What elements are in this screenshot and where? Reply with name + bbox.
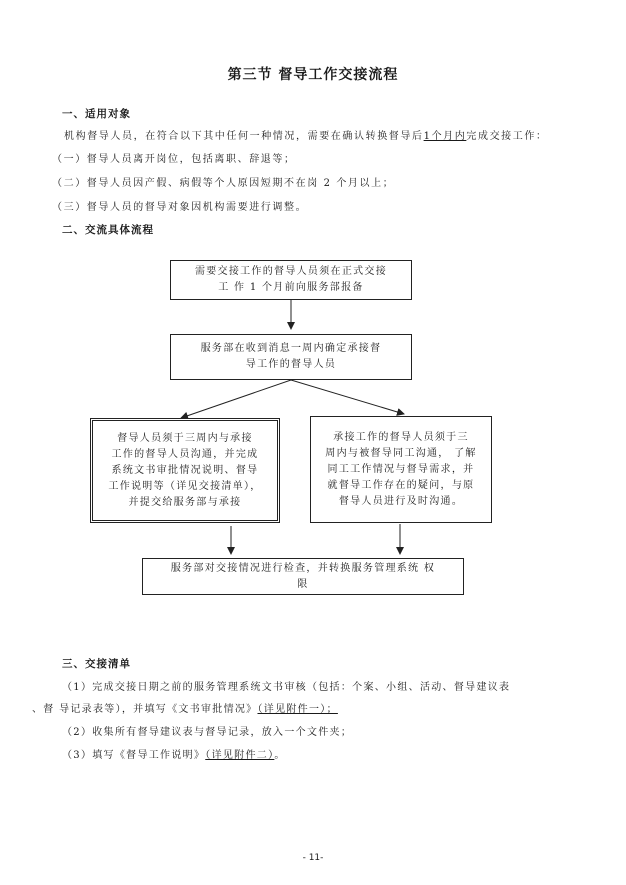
attachment-1-reference: （详见附件一）； <box>257 704 338 715</box>
checklist-item-3-text: （3）填写《督导工作说明》 <box>62 750 206 761</box>
flow-box-check-text: 服务部对交接情况进行检查，并转换服务管理系统 权 限 <box>170 562 436 590</box>
intro-text-end: 完成交接工作： <box>466 131 548 142</box>
intro-text: 机构督导人员，在符合以下其中任何一种情况，需要在确认转换督导后 <box>64 131 424 142</box>
checklist-item-3-end: 。 <box>274 750 286 761</box>
flow-box-report-text: 需要交接工作的督导人员须在正式交接 工 作 1 个月前向服务部报备 <box>194 266 388 293</box>
flow-box-takeover <box>310 416 492 523</box>
arrow-box2-to-box3 <box>181 380 291 418</box>
condition-item-2: （二）督导人员因产假、病假等个人原因短期不在岗 2 个月以上； <box>52 178 395 189</box>
arrow-box2-to-box4 <box>291 380 404 414</box>
flow-box-check <box>142 558 464 595</box>
flow-box-assign-text: 服务部在收到消息一周内确定承接督 导工作的督导人员 <box>200 343 382 370</box>
flow-box-report <box>170 260 412 300</box>
checklist-item-1-text: 、督 导记录表等），并填写《文书审批情况》 <box>32 704 258 715</box>
checklist-item-1-line1: （1）完成交接日期之前的服务管理系统文书审核（包括：个案、小组、活动、督导建议表 <box>62 682 511 693</box>
intro-deadline: 1个月内 <box>423 131 467 142</box>
flow-box-handover <box>90 418 280 523</box>
page-number: - 11- <box>302 853 324 863</box>
checklist-item-1-line2 <box>32 703 338 717</box>
flow-box-handover-text: 督导人员须于三周内与承接 工作的督导人员沟通，并完成 系统文书审批情况说明、督导 工作说明等（详见交接清单）， 并提交给服务部与承接 <box>108 432 262 508</box>
attachment-2-reference: （详见附件二） <box>205 750 275 761</box>
condition-item-1: （一）督导人员离开岗位，包括离职、辞退等； <box>52 154 296 165</box>
flow-box-assign <box>170 334 412 380</box>
flow-box-takeover-text: 承接工作的督导人员须于三 周内与被督导同工沟通， 了解 同工工作情况与督导需求，并 就督导工作存在的疑问，与原 督导人员进行及时沟通。 <box>325 431 477 507</box>
page-title: 第三节 督导工作交接流程 <box>227 67 399 83</box>
section2-heading: 二、交流具体流程 <box>62 224 154 236</box>
section3-heading: 三、交接清单 <box>62 658 131 670</box>
section1-heading: 一、适用对象 <box>62 108 131 120</box>
condition-item-3: （三）督导人员的督导对象因机构需要进行调整。 <box>52 202 308 213</box>
checklist-item-3 <box>62 749 286 763</box>
checklist-item-2: （2）收集所有督导建议表与督导记录，放入一个文件夹； <box>62 727 353 738</box>
